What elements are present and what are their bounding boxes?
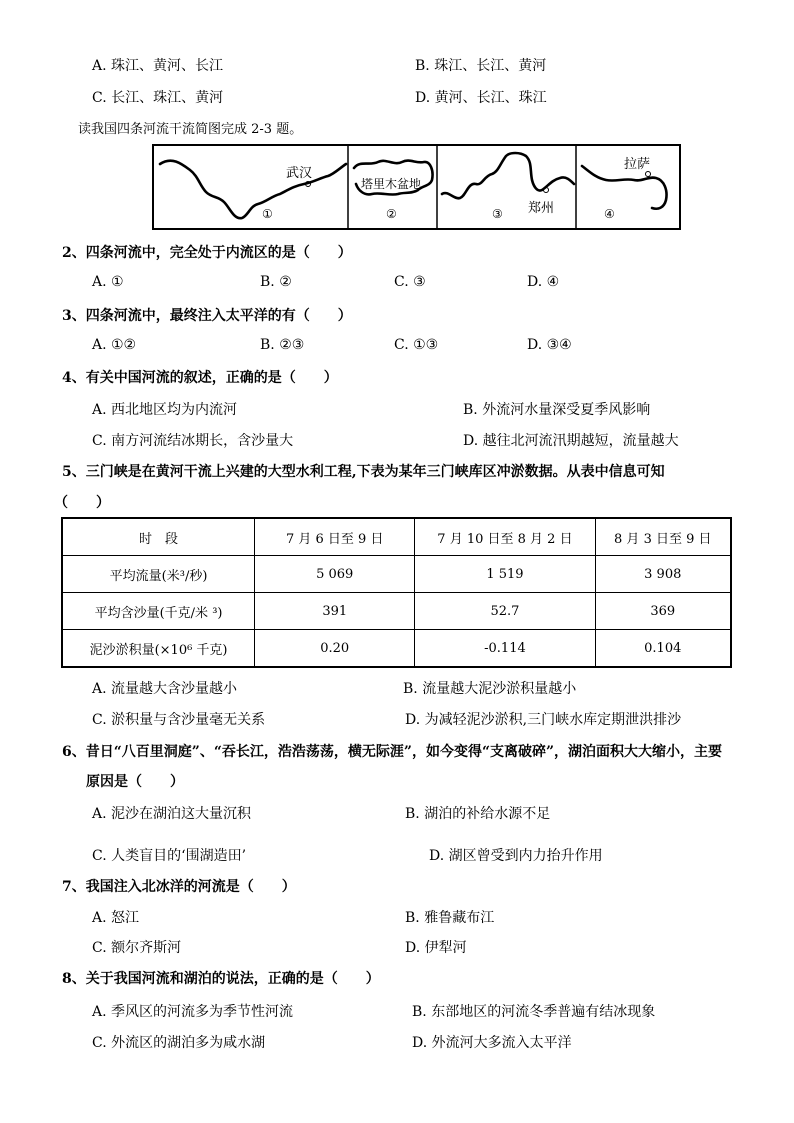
q5-data-table (61, 517, 732, 668)
q4-option-d: D. 越往北河流汛期越短，流量越大 (463, 433, 679, 449)
river-3-line (442, 153, 574, 198)
q6-stem-continued: 原因是（ ） (86, 774, 184, 790)
river-label-4: ④ (604, 207, 615, 221)
q4-stem: 4、有关中国河流的叙述，正确的是（ ） (62, 370, 338, 386)
q6-option-d: D. 湖区曾受到内力抬升作用 (429, 848, 603, 864)
city-label-lhasa: 拉萨 (624, 157, 651, 172)
table-cell: 369 (595, 593, 731, 630)
table-row (62, 556, 731, 593)
q3-option-a: A. ①② (92, 337, 137, 353)
q1-option-a: A. 珠江、黄河、长江 (92, 58, 224, 74)
table-header-cell: 7 月 10 日至 8 月 2 日 (415, 518, 595, 556)
q7-option-d: D. 伊犁河 (405, 940, 467, 956)
table-cell: 0.104 (595, 630, 731, 668)
table-header-cell: 时 段 (62, 518, 255, 556)
q3-option-c: C. ①③ (394, 337, 439, 353)
map-intro-text: 读我国四条河流干流简图完成 2-3 题。 (78, 122, 303, 137)
q5-option-b: B. 流量越大泥沙淤积量越小 (403, 681, 577, 697)
q3-stem: 3、四条河流中，最终注入太平洋的有（ ） (62, 308, 352, 324)
city-label-wuhan: 武汉 (286, 166, 313, 181)
q2-option-d: D. ④ (527, 274, 560, 290)
river-label-3: ③ (492, 207, 503, 221)
table-row-label: 平均流量(米³/秒) (62, 556, 255, 593)
q5-option-d: D. 为减轻泥沙淤积,三门峡水库定期泄洪排沙 (405, 712, 682, 728)
basin-label-tarim: 塔里木盆地 (361, 177, 422, 191)
q6-option-a: A. 泥沙在湖泊这大量沉积 (92, 806, 252, 822)
table-row (62, 630, 731, 668)
q4-option-b: B. 外流河水量深受夏季风影响 (463, 402, 651, 418)
table-header-cell: 8 月 3 日至 9 日 (595, 518, 731, 556)
table-cell: 391 (255, 593, 415, 630)
q8-stem: 8、关于我国河流和湖泊的说法，正确的是（ ） (62, 971, 380, 987)
table-cell: 3 908 (595, 556, 731, 593)
q3-option-b: B. ②③ (260, 337, 305, 353)
table-cell: 1 519 (415, 556, 595, 593)
river-label-2: ② (386, 207, 397, 221)
river-1-line (160, 161, 346, 219)
table-cell: 52.7 (415, 593, 595, 630)
q8-option-b: B. 东部地区的河流冬季普遍有结冰现象 (412, 1004, 656, 1020)
river-map-svg (154, 146, 679, 228)
lhasa-city-marker (646, 172, 651, 177)
q1-option-d: D. 黄河、长江、珠江 (415, 90, 547, 106)
table-header-row (62, 518, 731, 556)
table-row-label: 平均含沙量(千克/米 ³) (62, 593, 255, 630)
table-cell: -0.114 (415, 630, 595, 668)
table-cell: 5 069 (255, 556, 415, 593)
q6-stem: 6、昔日“八百里洞庭”、“吞长江，浩浩荡荡，横无际涯”，如今变得“支离破碎”，湖泊面积大大缩小，主要 (62, 744, 723, 760)
river-label-1: ① (262, 207, 273, 221)
table-row-label: 泥沙淤积量(×10⁶ 千克) (62, 630, 255, 668)
q5-option-c: C. 淤积量与含沙量毫无关系 (92, 712, 266, 728)
q6-option-b: B. 湖泊的补给水源不足 (405, 806, 551, 822)
q7-option-b: B. 雅鲁藏布江 (405, 910, 495, 926)
q2-option-b: B. ② (260, 274, 292, 290)
q7-option-c: C. 额尔齐斯河 (92, 940, 182, 956)
table-header-cell: 7 月 6 日至 9 日 (255, 518, 415, 556)
q5-option-a: A. 流量越大含沙量越小 (92, 681, 238, 697)
q2-option-a: A. ① (92, 274, 124, 290)
q4-option-a: A. 西北地区均为内流河 (92, 402, 238, 418)
table-cell: 0.20 (255, 630, 415, 668)
q8-option-c: C. 外流区的湖泊多为咸水湖 (92, 1035, 266, 1051)
q2-stem: 2、四条河流中，完全处于内流区的是（ ） (62, 245, 352, 261)
q3-option-d: D. ③④ (527, 337, 572, 353)
river-map-figure (152, 144, 681, 230)
q7-option-a: A. 怒江 (92, 910, 140, 926)
q8-option-a: A. 季风区的河流多为季节性河流 (92, 1004, 294, 1020)
q8-option-d: D. 外流河大多流入太平洋 (412, 1035, 572, 1051)
q6-option-c: C. 人类盲目的‘围湖造田’ (92, 848, 247, 864)
q5-stem: 5、三门峡是在黄河干流上兴建的大型水利工程,下表为某年三门峡库区冲淤数据。从表中信息可知 (62, 464, 665, 480)
city-label-zhengzhou: 郑州 (528, 201, 555, 216)
q2-option-c: C. ③ (394, 274, 426, 290)
river-4-line (582, 166, 667, 209)
q4-option-c: C. 南方河流结冰期长，含沙量大 (92, 433, 294, 449)
q1-option-c: C. 长江、珠江、黄河 (92, 90, 224, 106)
q5-answer-paren: （ ） (54, 495, 110, 511)
q1-option-b: B. 珠江、长江、黄河 (415, 58, 547, 74)
q7-stem: 7、我国注入北冰洋的河流是（ ） (62, 879, 296, 895)
table-row (62, 593, 731, 630)
